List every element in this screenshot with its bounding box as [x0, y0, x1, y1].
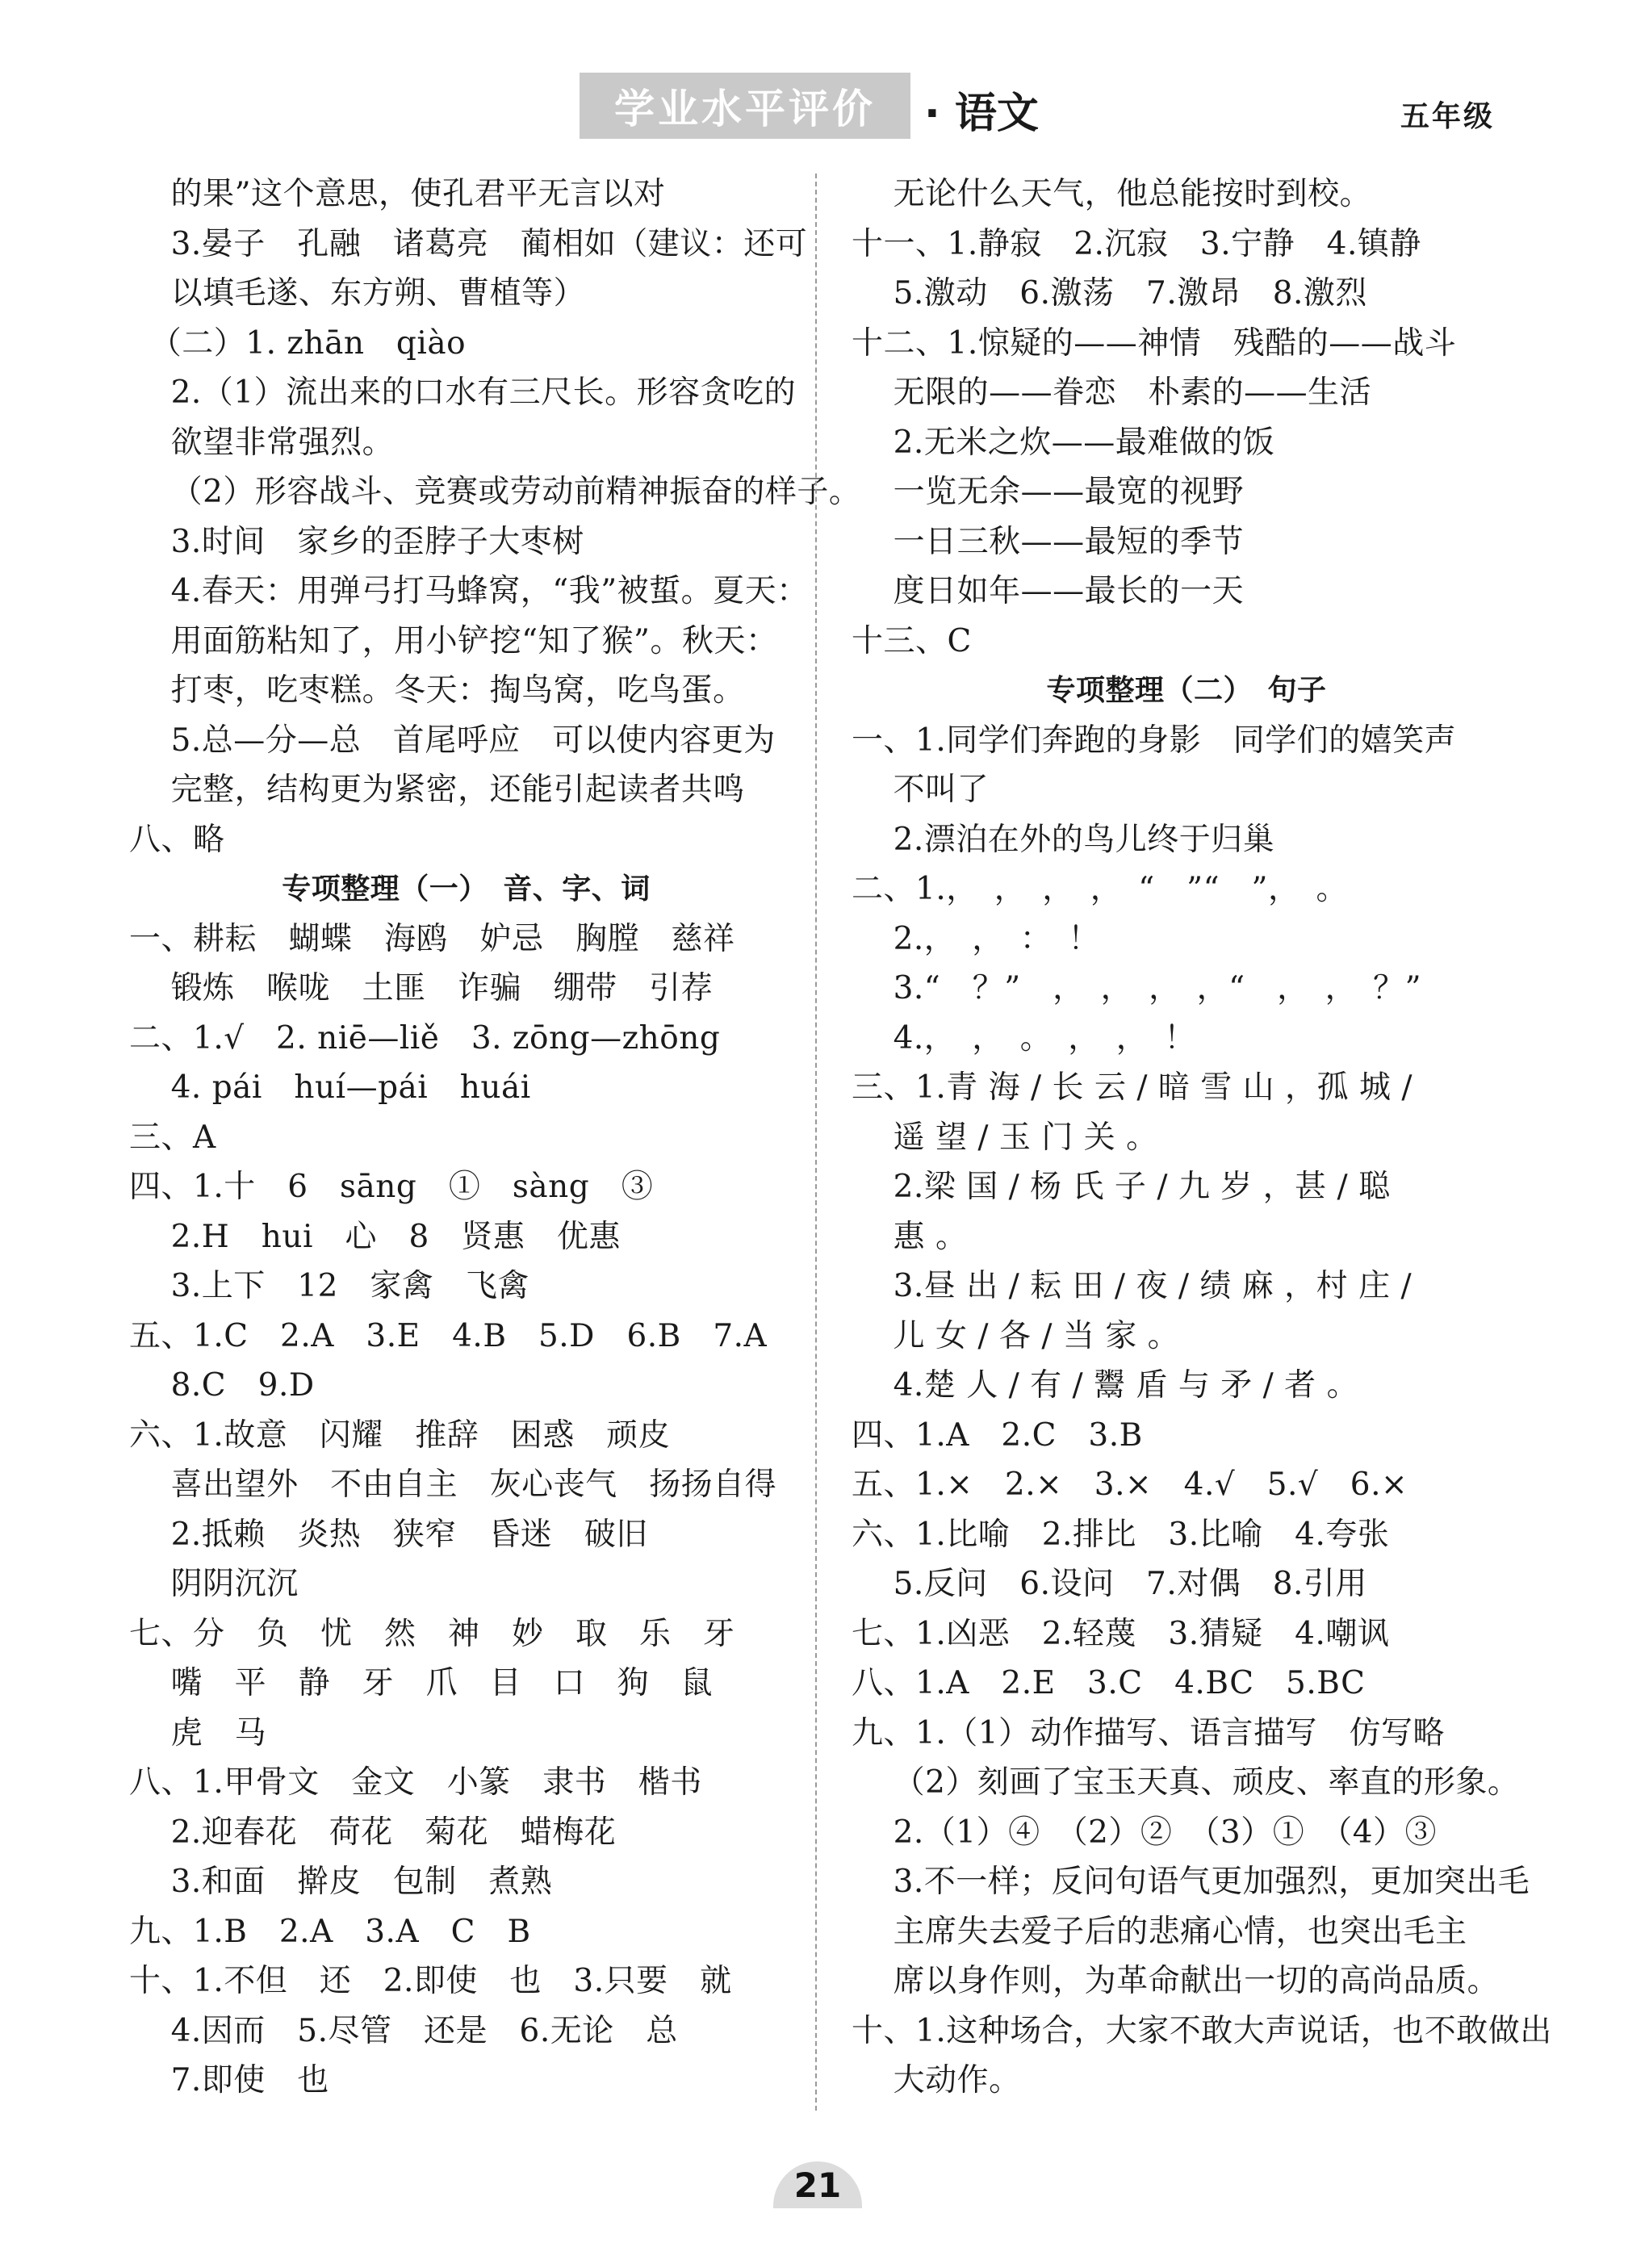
- answer-line: 锻炼 喉咙 土匪 诈骗 绷带 引荐: [129, 970, 714, 1006]
- answer-line: 五、1.C 2.A 3.E 4.B 5.D 6.B 7.A: [129, 1317, 768, 1354]
- answer-line: 3.晏子 孔融 诸葛亮 蔺相如（建议：还可: [129, 225, 808, 262]
- section-heading: 专项整理（二） 句子: [1046, 674, 1327, 707]
- answer-line: 九、1.B 2.A 3.A C B: [129, 1913, 531, 1950]
- answer-line: 六、1.故意 闪耀 推辞 困惑 顽皮: [129, 1416, 671, 1454]
- answer-line: （2）刻画了宝玉天真、顽皮、率直的形象。: [852, 1764, 1520, 1801]
- page-header: [0, 0, 1628, 153]
- answer-line: 2.， ， ： ！: [852, 920, 1100, 957]
- grade-label: 五年级: [1400, 100, 1496, 133]
- answer-line: 4.， ， 。 ， ， ！: [852, 1019, 1196, 1057]
- answer-line: 度日如年——最长的一天: [852, 573, 1245, 609]
- answer-line: 十三、C: [852, 622, 972, 659]
- answer-line: 嘴 平 静 牙 爪 目 口 狗 鼠: [129, 1665, 714, 1701]
- answer-line: 2.无米之炊——最难做的饭: [852, 424, 1275, 461]
- answer-line: 2.迎春花 荷花 菊花 蜡梅花: [129, 1814, 617, 1851]
- brand-title: 学业水平评价: [580, 73, 910, 139]
- answer-line: 3.上下 12 家禽 飞禽: [129, 1268, 529, 1304]
- answer-line: 3.“ ？” ， ， ， ，“ ， ， ？”: [852, 970, 1422, 1006]
- answer-line: 七、分 负 忧 然 神 妙 取 乐 牙: [129, 1615, 735, 1652]
- answer-line: 以填毛遂、东方朔、曹植等）: [129, 275, 586, 312]
- answer-line: 阴阴沉沉: [129, 1566, 299, 1602]
- answer-line: 2.（1）④ （2）② （3）① （4）③: [852, 1814, 1438, 1851]
- subject-label: · 语文: [924, 90, 1039, 138]
- answer-line: 喜出望外 不由自主 灰心丧气 扬扬自得: [129, 1467, 777, 1503]
- answer-line: 二、1.， ， ， ， “ ”“ ”， 。: [852, 871, 1348, 907]
- section-heading: 专项整理（一） 音、字、词: [282, 872, 651, 906]
- answer-line: 一日三秋——最短的季节: [852, 523, 1245, 560]
- answer-line: 无限的——眷恋 朴素的——生活: [852, 375, 1372, 411]
- answer-line: 主席失去爱子后的悲痛心情，也突出毛主: [852, 1913, 1467, 1950]
- answer-line: 八、略: [129, 821, 225, 858]
- answer-line: 三、1.青 海 / 长 云 / 暗 雪 山 ，孤 城 /: [852, 1069, 1412, 1106]
- answer-line: 的果”这个意思，使孔君平无言以对: [129, 176, 666, 212]
- answer-line: 八、1.甲骨文 金文 小篆 隶书 楷书: [129, 1764, 702, 1801]
- answer-line: 席以身作则，为革命献出一切的高尚品质。: [852, 1963, 1500, 1999]
- answer-line: （2）形容战斗、竞赛或劳动前精神振奋的样子。: [129, 474, 861, 510]
- column-divider: [815, 174, 817, 2111]
- answer-line: 十、1.这种场合，大家不敢大声说话，也不敢做出: [852, 2012, 1552, 2049]
- answer-line: 4. pái huí—pái huái: [129, 1069, 531, 1106]
- answer-line: 大动作。: [852, 2062, 1021, 2099]
- answer-line: 无论什么天气，他总能按时到校。: [852, 176, 1372, 212]
- answer-line: 4.春天：用弹弓打马蜂窝，“我”被蜇。夏天：: [129, 573, 809, 609]
- answer-line: 2.梁 国 / 杨 氏 子 / 九 岁 ，甚 / 聪: [852, 1169, 1391, 1205]
- answer-line: 2.H hui 心 8 贤惠 优惠: [129, 1218, 621, 1255]
- answer-line: 3.不一样；反问句语气更加强烈，更加突出毛: [852, 1864, 1530, 1900]
- answer-line: 用面筋粘知了，用小铲挖“知了猴”。秋天：: [129, 622, 778, 659]
- answer-line: 不叫了: [852, 772, 990, 808]
- answer-line: 四、1.A 2.C 3.B: [852, 1416, 1143, 1454]
- page-number: 21: [793, 2165, 842, 2205]
- answer-line: 十一、1.静寂 2.沉寂 3.宁静 4.镇静: [852, 225, 1421, 262]
- answer-line: 3.昼 出 / 耘 田 / 夜 / 绩 麻 ，村 庄 /: [852, 1268, 1412, 1304]
- answer-line: 8.C 9.D: [129, 1367, 315, 1404]
- answer-line: 2.抵赖 炎热 狭窄 昏迷 破旧: [129, 1516, 648, 1553]
- answer-line: 遥 望 / 玉 门 关 。: [852, 1119, 1158, 1156]
- answer-line: 五、1.× 2.× 3.× 4.√ 5.√ 6.×: [852, 1467, 1408, 1503]
- answer-line: 5.反问 6.设问 7.对偶 8.引用: [852, 1566, 1367, 1602]
- answer-line: 欲望非常强烈。: [129, 424, 395, 461]
- answer-line: 二、1.√ 2. niē—liě 3. zōng—zhōng: [129, 1019, 721, 1057]
- answer-line: 3.时间 家乡的歪脖子大枣树: [129, 523, 584, 560]
- answer-line: 四、1.十 6 sāng ① sàng ③: [129, 1169, 654, 1205]
- answer-line: 7.即使 也: [129, 2062, 329, 2099]
- answer-line: 十、1.不但 还 2.即使 也 3.只要 就: [129, 1963, 732, 1999]
- answer-line: 4.因而 5.尽管 还是 6.无论 总: [129, 2012, 678, 2049]
- answer-line: 一、1.同学们奔跑的身影 同学们的嬉笑声: [852, 722, 1457, 759]
- answer-line: 十二、1.惊疑的——神情 残酷的——战斗: [852, 324, 1457, 362]
- answer-line: 儿 女 / 各 / 当 家 。: [852, 1317, 1180, 1354]
- answer-line: 完整，结构更为紧密，还能引起读者共鸣: [129, 772, 745, 808]
- answer-line: 虎 马: [129, 1714, 267, 1751]
- answer-line: 2.（1）流出来的口水有三尺长。形容贪吃的: [129, 375, 797, 411]
- answer-line: 2.漂泊在外的鸟儿终于归巢: [852, 821, 1275, 858]
- answer-line: 三、A: [129, 1119, 216, 1156]
- answer-line: 5.总—分—总 首尾呼应 可以使内容更为: [129, 722, 776, 759]
- answer-line: 打枣，吃枣糕。冬天：掏鸟窝，吃鸟蛋。: [129, 672, 745, 709]
- answer-line: 3.和面 擀皮 包制 煮熟: [129, 1864, 553, 1900]
- answer-line: （二）1. zhān qiào: [129, 324, 467, 362]
- answer-line: 一览无余——最宽的视野: [852, 474, 1245, 510]
- answer-line: 七、1.凶恶 2.轻蔑 3.猜疑 4.嘲讽: [852, 1615, 1390, 1652]
- answer-line: 4.楚 人 / 有 / 鬻 盾 与 矛 / 者 。: [852, 1367, 1359, 1404]
- answer-line: 惠 。: [852, 1218, 968, 1255]
- right-column: [852, 169, 1552, 2106]
- answer-line: 5.激动 6.激荡 7.激昂 8.激烈: [852, 275, 1367, 312]
- answer-line: 九、1.（1）动作描写、语言描写 仿写略: [852, 1714, 1446, 1751]
- page-number-badge: [773, 2161, 862, 2208]
- answer-line: 六、1.比喻 2.排比 3.比喻 4.夸张: [852, 1516, 1390, 1553]
- answer-line: 一、耕耘 蝴蝶 海鸥 妒忌 胸膛 慈祥: [129, 920, 735, 957]
- answer-line: 八、1.A 2.E 3.C 4.BC 5.BC: [852, 1665, 1366, 1701]
- left-column: [129, 169, 861, 2106]
